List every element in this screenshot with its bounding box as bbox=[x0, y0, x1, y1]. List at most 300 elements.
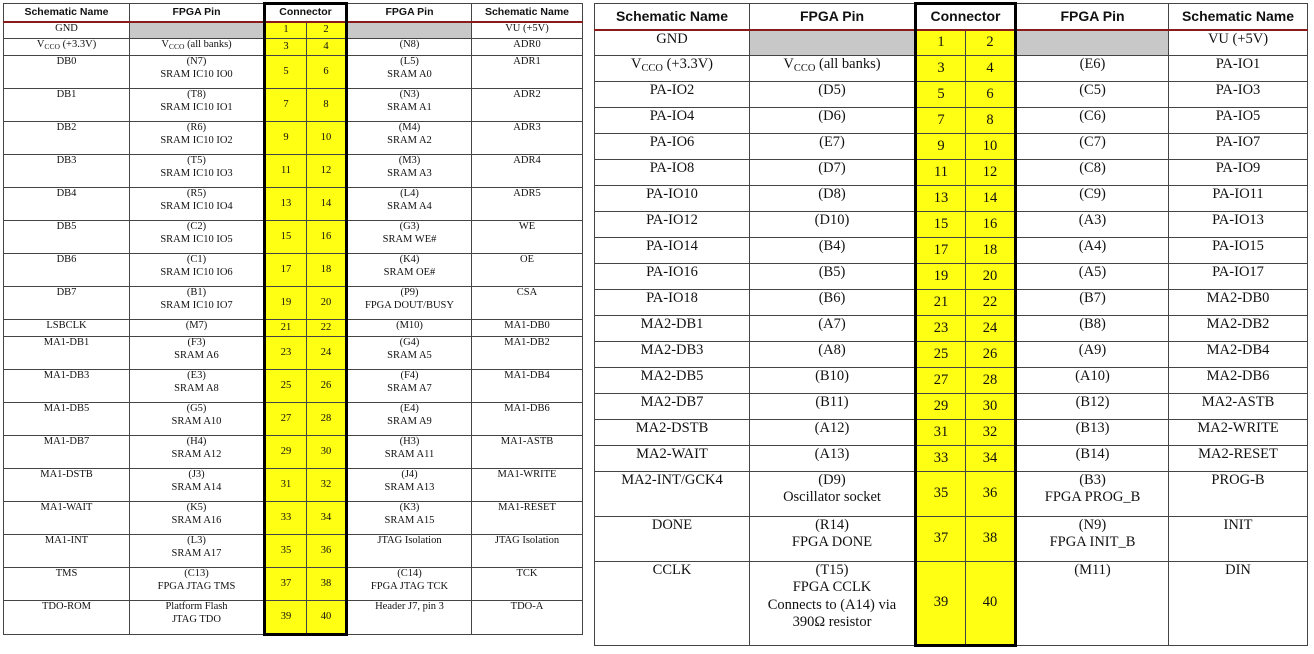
table-row bbox=[595, 472, 1308, 517]
connector-pin-cell: 28 bbox=[966, 368, 1016, 394]
fpga-pin-cell bbox=[130, 155, 265, 188]
connector-pin-cell: 3 bbox=[916, 56, 966, 82]
header-row bbox=[595, 4, 1308, 30]
fpga-pin-cell bbox=[347, 22, 472, 39]
fpga-pin-line: (K3) bbox=[399, 502, 420, 513]
fpga-pin-line: SRAM A2 bbox=[387, 134, 432, 146]
fpga-pin-line: (K4) bbox=[399, 254, 420, 265]
fpga-pin-cell bbox=[347, 122, 472, 155]
fpga-pin-cell bbox=[1016, 517, 1169, 562]
fpga-pin-line: Connects to (A14) via bbox=[767, 596, 897, 613]
connector-pin-cell: 22 bbox=[307, 320, 347, 337]
schematic-name-cell: GND bbox=[595, 30, 750, 56]
fpga-pin-line: SRAM A5 bbox=[387, 349, 432, 361]
connector-pin-cell: 16 bbox=[307, 221, 347, 254]
fpga-pin-line: (E3) bbox=[187, 370, 206, 381]
fpga-pin-line: (B12) bbox=[1075, 394, 1110, 410]
schematic-name-cell: MA1-DB2 bbox=[472, 337, 583, 370]
connector-pin-cell: 1 bbox=[265, 22, 307, 39]
subscript-text: CCO bbox=[641, 62, 663, 74]
table-row bbox=[4, 56, 583, 89]
schematic-name-cell: PA-IO16 bbox=[595, 264, 750, 290]
fpga-pin-line: SRAM A4 bbox=[387, 200, 432, 212]
connector-pin-cell: 30 bbox=[307, 436, 347, 469]
fpga-pin-cell bbox=[347, 221, 472, 254]
fpga-pin-line: (C1) bbox=[186, 254, 207, 265]
table-row bbox=[4, 436, 583, 469]
fpga-pin-cell bbox=[1016, 82, 1169, 108]
fpga-pin-cell bbox=[130, 469, 265, 502]
schematic-name-cell: PA-IO17 bbox=[1169, 264, 1308, 290]
schematic-name-cell: PA-IO11 bbox=[1169, 186, 1308, 212]
schematic-name-cell: PA-IO10 bbox=[595, 186, 750, 212]
connector-pin-cell: 25 bbox=[265, 370, 307, 403]
connector-pin-cell: 4 bbox=[966, 56, 1016, 82]
schematic-name-cell: PA-IO18 bbox=[595, 290, 750, 316]
schematic-name-cell: MA1-WRITE bbox=[472, 469, 583, 502]
connector-pin-cell: 37 bbox=[265, 568, 307, 601]
connector-pin-cell: 10 bbox=[966, 134, 1016, 160]
fpga-pin-line: (D10) bbox=[814, 212, 850, 228]
connector-pin-cell: 35 bbox=[916, 472, 966, 517]
schematic-name-cell: MA1-RESET bbox=[472, 502, 583, 535]
fpga-pin-line: (B6) bbox=[818, 290, 846, 306]
fpga-pin-cell bbox=[750, 290, 916, 316]
connector-pin-cell: 7 bbox=[265, 89, 307, 122]
table-row bbox=[595, 394, 1308, 420]
fpga-pin-line: FPGA JTAG TCK bbox=[370, 580, 449, 592]
fpga-pin-line: SRAM A11 bbox=[384, 448, 435, 460]
fpga-pin-line: (L3) bbox=[187, 535, 206, 546]
fpga-pin-cell bbox=[130, 370, 265, 403]
schematic-name-cell: TMS bbox=[4, 568, 130, 601]
column-header: FPGA Pin bbox=[1016, 4, 1169, 30]
schematic-name-cell: MA2-WRITE bbox=[1169, 420, 1308, 446]
table-row bbox=[595, 517, 1308, 562]
fpga-pin-cell bbox=[1016, 342, 1169, 368]
table-row bbox=[4, 469, 583, 502]
connector-pin-cell: 30 bbox=[966, 394, 1016, 420]
schematic-name-cell: MA2-DB5 bbox=[595, 368, 750, 394]
fpga-pin-line: (J4) bbox=[401, 469, 418, 480]
fpga-pin-cell bbox=[347, 287, 472, 320]
connector-pin-cell: 1 bbox=[916, 30, 966, 56]
connector-pin-cell: 36 bbox=[966, 472, 1016, 517]
fpga-pin-line: (L5) bbox=[400, 56, 419, 67]
fpga-pin-line: (B13) bbox=[1075, 420, 1110, 436]
fpga-pin-line: (M10) bbox=[396, 320, 423, 331]
fpga-pin-cell bbox=[750, 368, 916, 394]
fpga-pin-line: (M3) bbox=[398, 155, 421, 166]
fpga-pin-cell bbox=[1016, 108, 1169, 134]
table-row bbox=[595, 238, 1308, 264]
schematic-name-cell: PA-IO15 bbox=[1169, 238, 1308, 264]
schematic-name-cell: MA1-DB5 bbox=[4, 403, 130, 436]
schematic-name-cell: PA-IO2 bbox=[595, 82, 750, 108]
fpga-pin-line: (A5) bbox=[1078, 264, 1107, 280]
schematic-name-cell: WE bbox=[472, 221, 583, 254]
schematic-name-cell: PA-IO13 bbox=[1169, 212, 1308, 238]
schematic-name-cell: MA2-DB7 bbox=[595, 394, 750, 420]
fpga-pin-cell bbox=[750, 160, 916, 186]
fpga-pin-cell bbox=[347, 188, 472, 221]
fpga-pin-line: (B1) bbox=[186, 287, 207, 298]
fpga-pin-cell bbox=[750, 186, 916, 212]
fpga-pin-line: Header J7, pin 3 bbox=[375, 601, 444, 612]
connector-pin-cell: 24 bbox=[966, 316, 1016, 342]
schematic-name-cell: DB4 bbox=[4, 188, 130, 221]
schematic-name-cell: MA1-WAIT bbox=[4, 502, 130, 535]
table-row bbox=[595, 368, 1308, 394]
fpga-pin-cell bbox=[1016, 446, 1169, 472]
connector-pin-cell: 34 bbox=[966, 446, 1016, 472]
table-row bbox=[595, 82, 1308, 108]
schematic-name-cell: TCK bbox=[472, 568, 583, 601]
connector-pin-cell: 27 bbox=[265, 403, 307, 436]
connector-pin-cell: 2 bbox=[966, 30, 1016, 56]
fpga-pin-line: SRAM A9 bbox=[387, 415, 432, 427]
schematic-name-cell: MA1-DB4 bbox=[472, 370, 583, 403]
pinout-table-right bbox=[594, 2, 1308, 647]
connector-pin-cell: 10 bbox=[307, 122, 347, 155]
table-row bbox=[4, 39, 583, 56]
fpga-pin-cell bbox=[1016, 472, 1169, 517]
column-header: Schematic Name bbox=[595, 4, 750, 30]
connector-pin-cell: 26 bbox=[966, 342, 1016, 368]
fpga-pin-cell bbox=[130, 22, 265, 39]
connector-pin-cell: 18 bbox=[307, 254, 347, 287]
fpga-pin-cell bbox=[1016, 264, 1169, 290]
fpga-pin-line: (T5) bbox=[187, 155, 206, 166]
schematic-name-cell: OE bbox=[472, 254, 583, 287]
fpga-pin-line: (H4) bbox=[186, 436, 207, 447]
connector-pin-cell: 20 bbox=[966, 264, 1016, 290]
fpga-pin-cell bbox=[1016, 134, 1169, 160]
table-row bbox=[595, 30, 1308, 56]
fpga-pin-line: (J3) bbox=[188, 469, 205, 480]
fpga-pin-cell bbox=[347, 320, 472, 337]
fpga-pin-line: (C8) bbox=[1079, 160, 1106, 176]
table-row bbox=[595, 186, 1308, 212]
fpga-pin-cell bbox=[750, 517, 916, 562]
connector-pin-cell: 26 bbox=[307, 370, 347, 403]
fpga-pin-line: (M4) bbox=[398, 122, 421, 133]
fpga-pin-line: (E6) bbox=[1079, 56, 1106, 72]
schematic-name-cell: MA2-WAIT bbox=[595, 446, 750, 472]
schematic-name-cell: MA1-INT bbox=[4, 535, 130, 568]
table-row bbox=[4, 535, 583, 568]
schematic-name-cell: GND bbox=[4, 22, 130, 39]
fpga-pin-line: (C7) bbox=[1079, 134, 1106, 150]
table-row bbox=[4, 254, 583, 287]
connector-pin-cell: 12 bbox=[307, 155, 347, 188]
connector-pin-cell: 20 bbox=[307, 287, 347, 320]
schematic-name-cell: JTAG Isolation bbox=[472, 535, 583, 568]
connector-pin-cell: 29 bbox=[265, 436, 307, 469]
table-row bbox=[4, 221, 583, 254]
table-row bbox=[595, 160, 1308, 186]
table-row bbox=[4, 568, 583, 601]
fpga-pin-line: FPGA INIT_B bbox=[1049, 534, 1136, 551]
fpga-pin-line: SRAM WE# bbox=[382, 233, 437, 245]
schematic-name-cell: MA2-DB1 bbox=[595, 316, 750, 342]
fpga-pin-line: (A3) bbox=[1078, 212, 1107, 228]
schematic-name-cell: DB1 bbox=[4, 89, 130, 122]
column-header: Schematic Name bbox=[1169, 4, 1308, 30]
connector-pin-cell: 7 bbox=[916, 108, 966, 134]
schematic-name-cell: VU (+5V) bbox=[472, 22, 583, 39]
column-header: FPGA Pin bbox=[130, 4, 265, 22]
table-row bbox=[595, 134, 1308, 160]
table-row bbox=[4, 122, 583, 155]
fpga-pin-cell bbox=[1016, 562, 1169, 646]
table-row bbox=[4, 287, 583, 320]
fpga-pin-cell bbox=[347, 502, 472, 535]
column-header: Schematic Name bbox=[472, 4, 583, 22]
connector-pin-cell: 39 bbox=[265, 601, 307, 635]
table-row bbox=[4, 155, 583, 188]
fpga-pin-line: (D5) bbox=[818, 82, 846, 98]
fpga-pin-cell bbox=[750, 108, 916, 134]
fpga-pin-line: (N8) bbox=[399, 39, 420, 50]
fpga-pin-line: SRAM A13 bbox=[384, 481, 435, 493]
schematic-name-cell: PA-IO14 bbox=[595, 238, 750, 264]
fpga-pin-cell bbox=[347, 403, 472, 436]
fpga-pin-cell bbox=[347, 89, 472, 122]
fpga-pin-cell bbox=[347, 155, 472, 188]
fpga-pin-line: SRAM A17 bbox=[171, 547, 222, 559]
fpga-pin-cell bbox=[1016, 368, 1169, 394]
fpga-pin-line: VCCO (all banks) bbox=[161, 39, 232, 51]
fpga-pin-line: JTAG TDO bbox=[172, 613, 221, 625]
schematic-name-cell: LSBCLK bbox=[4, 320, 130, 337]
fpga-pin-line: (N3) bbox=[399, 89, 420, 100]
connector-pin-cell: 15 bbox=[265, 221, 307, 254]
connector-pin-cell: 16 bbox=[966, 212, 1016, 238]
fpga-pin-line: (N7) bbox=[186, 56, 207, 67]
fpga-pin-cell bbox=[750, 56, 916, 82]
fpga-pin-cell bbox=[750, 212, 916, 238]
fpga-pin-line: 390Ω resistor bbox=[792, 614, 872, 631]
schematic-name-cell: TDO-A bbox=[472, 601, 583, 635]
schematic-name-cell: PA-IO8 bbox=[595, 160, 750, 186]
schematic-name-cell: PA-IO1 bbox=[1169, 56, 1308, 82]
fpga-pin-line: FPGA CCLK bbox=[792, 579, 872, 596]
table-row bbox=[595, 562, 1308, 646]
schematic-name-cell: ADR5 bbox=[472, 188, 583, 221]
fpga-pin-cell bbox=[347, 535, 472, 568]
fpga-pin-cell bbox=[750, 30, 916, 56]
fpga-pin-cell bbox=[347, 436, 472, 469]
schematic-name-cell: MA1-DB7 bbox=[4, 436, 130, 469]
subscript-text: CCO bbox=[168, 41, 185, 51]
schematic-name-cell: MA2-RESET bbox=[1169, 446, 1308, 472]
fpga-pin-line: SRAM A3 bbox=[387, 167, 432, 179]
fpga-pin-cell bbox=[750, 342, 916, 368]
connector-pin-cell: 6 bbox=[307, 56, 347, 89]
fpga-pin-line: SRAM A12 bbox=[171, 448, 222, 460]
fpga-pin-line: (A4) bbox=[1078, 238, 1107, 254]
fpga-pin-line: Oscillator socket bbox=[783, 489, 881, 506]
connector-pin-cell: 14 bbox=[966, 186, 1016, 212]
fpga-pin-line: FPGA JTAG TMS bbox=[157, 580, 236, 592]
fpga-pin-line: (B3) bbox=[1079, 472, 1106, 488]
schematic-name-cell: DIN bbox=[1169, 562, 1308, 646]
fpga-pin-line: (G5) bbox=[186, 403, 207, 414]
connector-pin-cell: 32 bbox=[966, 420, 1016, 446]
schematic-name-cell: DB6 bbox=[4, 254, 130, 287]
connector-pin-cell: 9 bbox=[265, 122, 307, 155]
table-row bbox=[4, 337, 583, 370]
connector-pin-cell: 23 bbox=[265, 337, 307, 370]
fpga-pin-cell bbox=[1016, 316, 1169, 342]
fpga-pin-line: SRAM IC10 IO4 bbox=[160, 200, 233, 212]
schematic-name-cell: PA-IO5 bbox=[1169, 108, 1308, 134]
connector-pin-cell: 23 bbox=[916, 316, 966, 342]
schematic-name-cell: DB0 bbox=[4, 56, 130, 89]
fpga-pin-line: (T15) bbox=[815, 562, 849, 578]
fpga-pin-cell bbox=[750, 394, 916, 420]
connector-pin-cell: 27 bbox=[916, 368, 966, 394]
schematic-name-cell: PA-IO7 bbox=[1169, 134, 1308, 160]
table-row bbox=[595, 212, 1308, 238]
subscript-text: CCO bbox=[44, 41, 60, 51]
fpga-pin-cell bbox=[130, 403, 265, 436]
fpga-pin-cell bbox=[1016, 160, 1169, 186]
fpga-pin-line: SRAM IC10 IO6 bbox=[160, 266, 233, 278]
table-row bbox=[595, 316, 1308, 342]
fpga-pin-cell bbox=[750, 562, 916, 646]
connector-pin-cell: 40 bbox=[966, 562, 1016, 646]
connector-pin-cell: 17 bbox=[916, 238, 966, 264]
fpga-pin-line: SRAM A7 bbox=[387, 382, 432, 394]
fpga-pin-line: (H3) bbox=[399, 436, 420, 447]
fpga-pin-line: (C6) bbox=[1079, 108, 1106, 124]
connector-pin-cell: 19 bbox=[265, 287, 307, 320]
fpga-pin-line: (P9) bbox=[400, 287, 419, 298]
connector-pin-cell: 37 bbox=[916, 517, 966, 562]
fpga-pin-line: SRAM A1 bbox=[387, 101, 432, 113]
fpga-pin-line: (B7) bbox=[1079, 290, 1106, 306]
table-body bbox=[595, 30, 1308, 646]
fpga-pin-cell bbox=[130, 221, 265, 254]
connector-pin-cell: 32 bbox=[307, 469, 347, 502]
fpga-pin-cell bbox=[130, 436, 265, 469]
connector-pin-cell: 33 bbox=[916, 446, 966, 472]
schematic-name-cell: MA2-DB6 bbox=[1169, 368, 1308, 394]
connector-pin-cell: 13 bbox=[265, 188, 307, 221]
fpga-pin-line: (R14) bbox=[815, 517, 849, 533]
connector-pin-cell: 2 bbox=[307, 22, 347, 39]
fpga-pin-line: (D7) bbox=[818, 160, 846, 176]
fpga-pin-line: (A9) bbox=[1078, 342, 1107, 358]
fpga-pin-line: (C5) bbox=[1079, 82, 1106, 98]
fpga-pin-cell bbox=[1016, 420, 1169, 446]
fpga-pin-line: (D8) bbox=[818, 186, 846, 202]
fpga-pin-line: (B10) bbox=[815, 368, 849, 384]
schematic-name-cell: PA-IO9 bbox=[1169, 160, 1308, 186]
table-row bbox=[4, 502, 583, 535]
table-row bbox=[4, 370, 583, 403]
fpga-pin-line: SRAM A14 bbox=[171, 481, 222, 493]
fpga-pin-line: SRAM IC10 IO2 bbox=[160, 134, 233, 146]
fpga-pin-cell bbox=[347, 370, 472, 403]
schematic-name-cell: ADR2 bbox=[472, 89, 583, 122]
connector-pin-cell: 21 bbox=[265, 320, 307, 337]
schematic-name-cell: VU (+5V) bbox=[1169, 30, 1308, 56]
fpga-pin-line: JTAG Isolation bbox=[377, 535, 442, 546]
fpga-pin-line: FPGA DONE bbox=[791, 534, 873, 551]
fpga-pin-cell bbox=[130, 254, 265, 287]
fpga-pin-line: (F3) bbox=[187, 337, 206, 348]
table-body bbox=[4, 22, 583, 635]
fpga-pin-line: (R6) bbox=[186, 122, 207, 133]
schematic-name-cell: ADR0 bbox=[472, 39, 583, 56]
schematic-name-cell: PROG-B bbox=[1169, 472, 1308, 517]
column-header: Connector bbox=[916, 4, 1016, 30]
fpga-pin-cell bbox=[130, 320, 265, 337]
fpga-pin-cell bbox=[130, 122, 265, 155]
connector-pin-cell: 38 bbox=[966, 517, 1016, 562]
fpga-pin-line: (D6) bbox=[818, 108, 846, 124]
fpga-pin-cell bbox=[1016, 238, 1169, 264]
connector-pin-cell: 5 bbox=[916, 82, 966, 108]
fpga-pin-line: (B8) bbox=[1079, 316, 1106, 332]
fpga-pin-line: SRAM IC10 IO3 bbox=[160, 167, 233, 179]
schematic-name-cell: MA1-DB1 bbox=[4, 337, 130, 370]
connector-pin-cell: 25 bbox=[916, 342, 966, 368]
fpga-pin-line: (A10) bbox=[1075, 368, 1110, 384]
fpga-pin-cell bbox=[1016, 212, 1169, 238]
fpga-pin-line: FPGA DOUT/BUSY bbox=[365, 299, 454, 311]
table-row bbox=[595, 290, 1308, 316]
table-row bbox=[4, 320, 583, 337]
connector-pin-cell: 17 bbox=[265, 254, 307, 287]
schematic-name-cell: MA2-DB3 bbox=[595, 342, 750, 368]
connector-pin-cell: 39 bbox=[916, 562, 966, 646]
connector-pin-cell: 24 bbox=[307, 337, 347, 370]
fpga-pin-line: (D9) bbox=[818, 472, 846, 488]
fpga-pin-line: (F4) bbox=[400, 370, 419, 381]
column-header: FPGA Pin bbox=[347, 4, 472, 22]
fpga-pin-line: SRAM OE# bbox=[383, 266, 436, 278]
fpga-pin-cell bbox=[347, 39, 472, 56]
connector-pin-cell: 4 bbox=[307, 39, 347, 56]
fpga-pin-cell bbox=[347, 568, 472, 601]
fpga-pin-line: (E7) bbox=[819, 134, 845, 150]
fpga-pin-cell bbox=[1016, 186, 1169, 212]
fpga-pin-line: SRAM A6 bbox=[174, 349, 219, 361]
fpga-pin-cell bbox=[130, 337, 265, 370]
fpga-pin-line: (G4) bbox=[399, 337, 420, 348]
fpga-pin-line: SRAM A0 bbox=[387, 68, 432, 80]
fpga-pin-line: SRAM IC10 IO5 bbox=[160, 233, 233, 245]
table-row bbox=[595, 420, 1308, 446]
connector-pin-cell: 15 bbox=[916, 212, 966, 238]
fpga-pin-line: (C2) bbox=[186, 221, 207, 232]
connector-pin-cell: 33 bbox=[265, 502, 307, 535]
connector-pin-cell: 9 bbox=[916, 134, 966, 160]
schematic-name-cell: DB5 bbox=[4, 221, 130, 254]
fpga-pin-line: SRAM IC10 IO1 bbox=[160, 101, 233, 113]
schematic-name-cell: MA1-DB6 bbox=[472, 403, 583, 436]
schematic-name-cell: ADR4 bbox=[472, 155, 583, 188]
fpga-pin-cell bbox=[1016, 56, 1169, 82]
fpga-pin-line: SRAM A16 bbox=[171, 514, 222, 526]
fpga-pin-line: (C14) bbox=[397, 568, 422, 579]
schematic-name-cell: DONE bbox=[595, 517, 750, 562]
fpga-pin-cell bbox=[750, 134, 916, 160]
